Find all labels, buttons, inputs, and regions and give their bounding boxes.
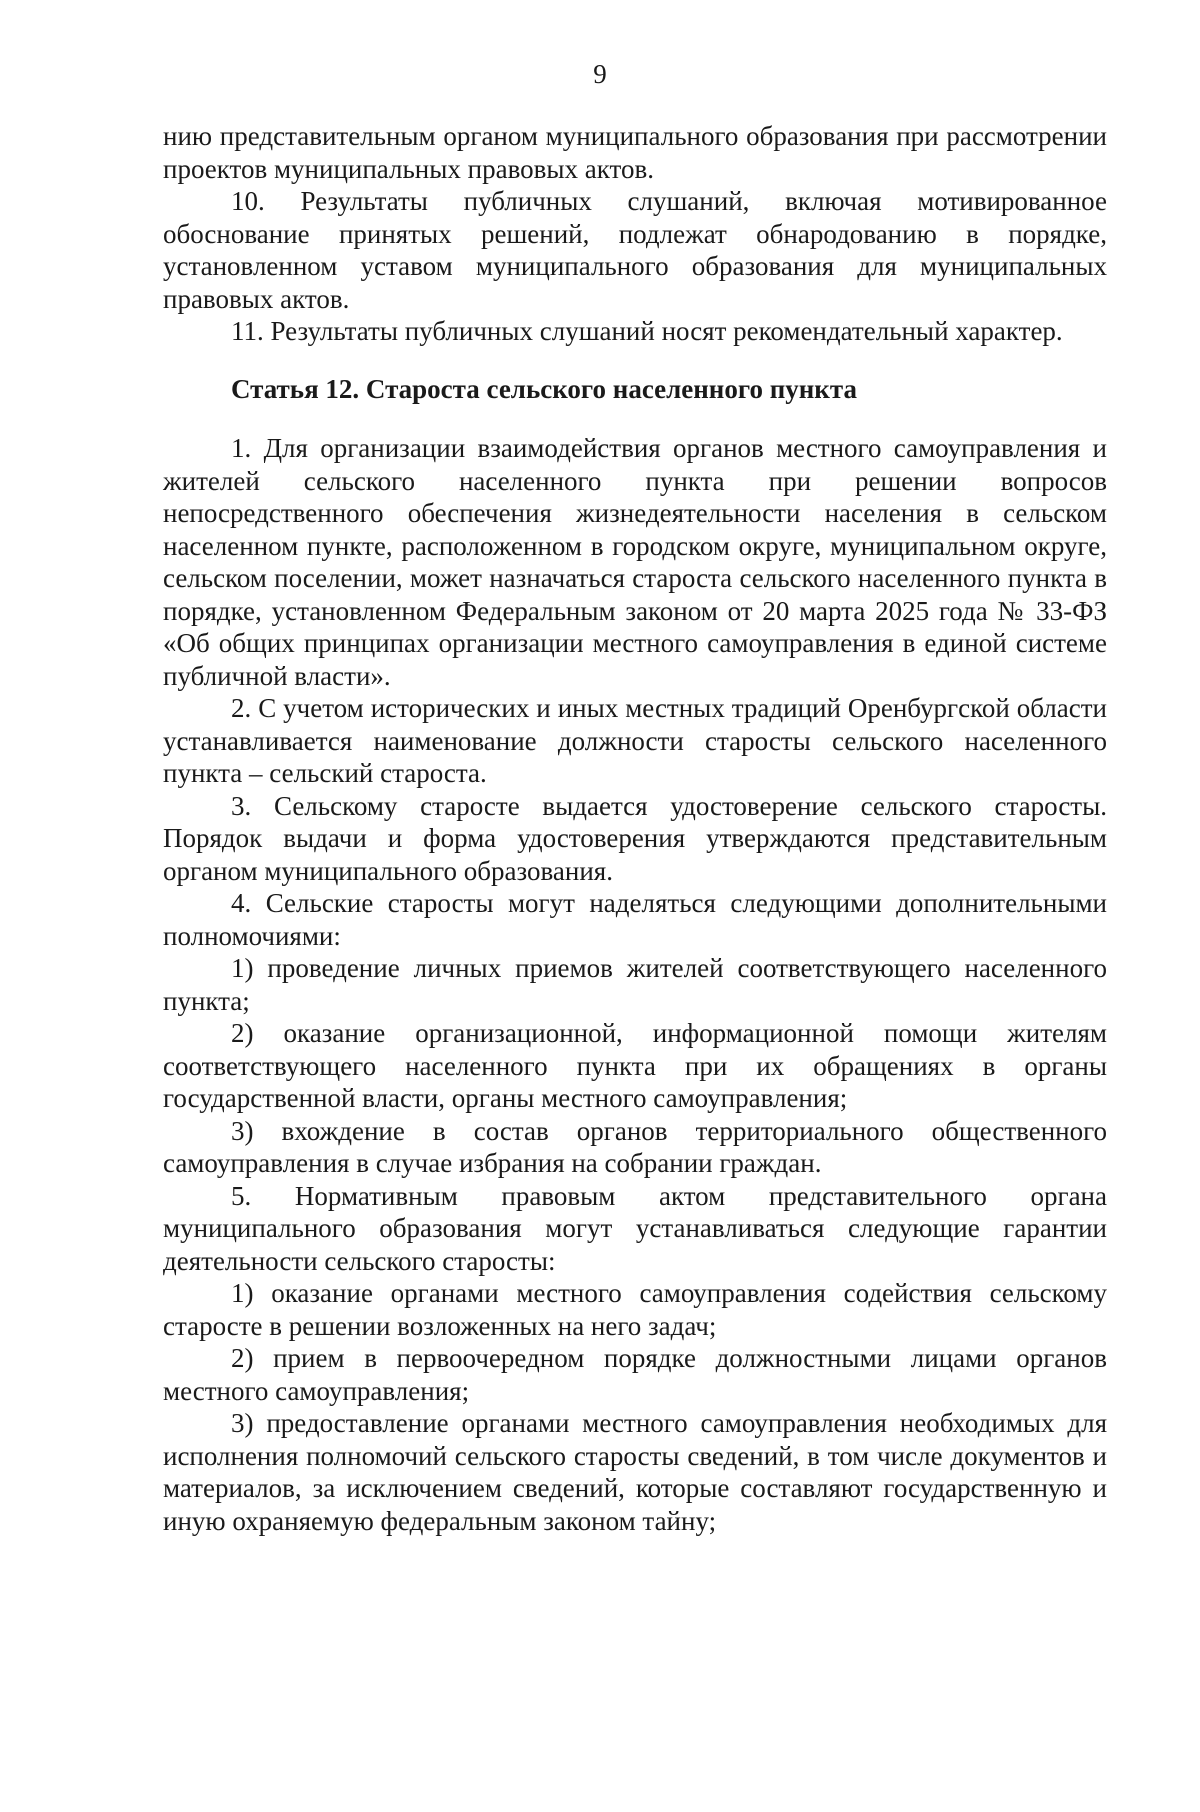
- article-paragraph-2: 2. С учетом исторических и иных местных традиций Оренбургской области устанавливается наименование должности старосты сельского населенного пункта – сельский староста.: [163, 693, 1107, 788]
- article-paragraph-5-item-2: 2) прием в первоочередном порядке должностными лицами органов местного самоуправления;: [163, 1343, 1107, 1406]
- article-paragraph-5: 5. Нормативным правовым актом представительного органа муниципального образования могут устанавливаться следующие гарантии деятельности сельского старосты:: [163, 1180, 1107, 1276]
- article-heading: Статья 12. Староста сельского населенного пункта: [231, 373, 857, 404]
- article-paragraph-4-item-1: 1) проведение личных приемов жителей соответствующего населенного пункта;: [163, 953, 1107, 1016]
- page-number: 9: [593, 59, 607, 89]
- paragraph-continuation: нию представительным органом муниципального образования при рассмотрении проектов муниципальных правовых актов.: [163, 121, 1107, 184]
- paragraph-11: 11. Результаты публичных слушаний носят рекомендательный характер.: [231, 316, 1063, 346]
- article-paragraph-5-item-1: 1) оказание органами местного самоуправления содействия сельскому старосте в решении возложенных на него задач;: [163, 1278, 1107, 1341]
- article-paragraph-5-item-3: 3) предоставление органами местного самоуправления необходимых для исполнения полномочий сельского старосты сведений, в том числе документов и материалов, за исключением сведений, которые составляют государственную и иную охраняемую федеральным законом тайну;: [163, 1408, 1107, 1536]
- article-paragraph-4-item-3: 3) вхождение в состав органов территориального общественного самоуправления в случае избрания на собрании граждан.: [163, 1115, 1107, 1178]
- article-paragraph-1: 1. Для организации взаимодействия органов местного самоуправления и жителей сельского населенного пункта при решении вопросов непосредственного обеспечения жизнедеятельности населения в сельском населенном пункте, расположенном в городском округе, муниципальном округе, сельском поселении, может назначаться староста сельского населенного пункта в порядке, установленном Федеральным законом от 20 марта 2025 года № 33-ФЗ «Об общих принципах организации местного самоуправления в единой системе публичной власти».: [163, 433, 1107, 691]
- article-paragraph-4-item-2: 2) оказание организационной, информационной помощи жителям соответствующего населенного пункта при их обращениях в органы государственной власти, органы местного самоуправления;: [163, 1018, 1107, 1113]
- article-paragraph-3: 3. Сельскому старосте выдается удостоверение сельского старосты. Порядок выдачи и форма удостоверения утверждаются представительным органом муниципального образования.: [163, 790, 1107, 886]
- document-body: [163, 120, 1107, 1537]
- article-paragraph-4: 4. Сельские старосты могут наделяться следующими дополнительными полномочиями:: [163, 888, 1107, 951]
- paragraph-10: 10. Результаты публичных слушаний, включая мотивированное обоснование принятых решений, подлежат обнародованию в порядке, установленном уставом муниципального образования для муниципальных правовых актов.: [163, 186, 1107, 314]
